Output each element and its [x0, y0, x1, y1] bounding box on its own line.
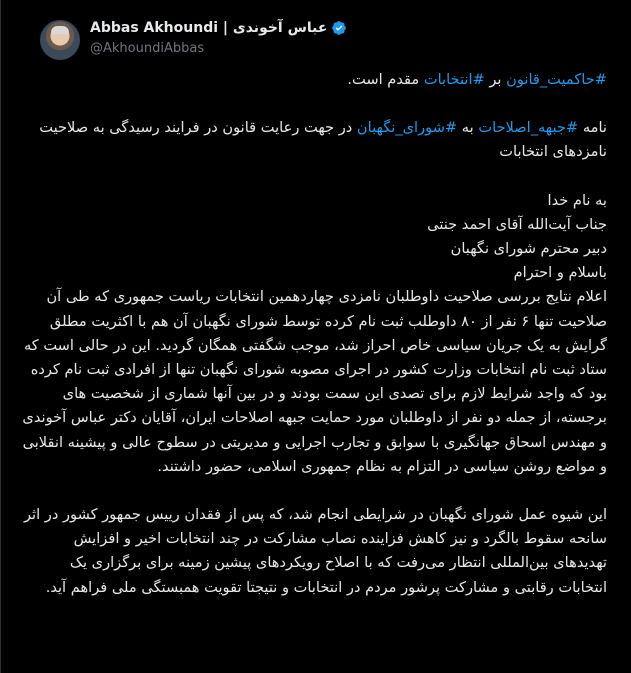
body-paragraph-2: این شیوه عمل شورای نگهبان در شرایطی انجام شد، که پس از فقدان رییس جمهور کشور در اثر سانحه سقوط بالگرد و نیز کاهش فزاینده نصاب مشارکت در چند انتخابات اخیر و افزایش تهدیدهای بین‌المللی انتظار می‌رفت که با اصلاح رویکردهای پیشین زمینه برای برگزاری یک انتخابات رقابتی و مشارکت پرشور مردم در انتخابات و نتیجتا تقویت همبستگی ملی فراهم آید.	[24, 506, 607, 596]
hashtag-link[interactable]: #حاکمیت_قانون	[506, 71, 607, 88]
post-paragraph-2	[20, 116, 607, 164]
hashtag-link[interactable]: #انتخابات	[423, 71, 485, 88]
letter-line: به نام خدا	[547, 191, 607, 209]
text-span: بر	[484, 71, 507, 88]
display-name-row	[90, 18, 347, 38]
post-line-1	[20, 68, 607, 92]
avatar[interactable]	[40, 20, 80, 60]
post-header	[40, 14, 600, 64]
text-span: در جهت رعایت قانون در فرایند رسیدگی به صلاحیت نامزدهای انتخابات	[39, 119, 607, 161]
post-text	[20, 68, 607, 600]
display-name[interactable]: Abbas Akhoundi | عباس آخوندی	[90, 20, 328, 36]
verified-badge-icon	[331, 20, 347, 36]
hashtag-link[interactable]: #جبهه_اصلاحات	[478, 119, 579, 137]
left-divider	[0, 0, 1, 673]
text-span: به	[457, 119, 479, 137]
text-span: نامه	[578, 119, 607, 137]
author-names	[90, 18, 347, 56]
text-span: مقدم است.	[347, 71, 424, 88]
letter-line: باسلام و احترام	[513, 264, 607, 282]
hashtag-link[interactable]: #شورای_نگهبان	[356, 119, 458, 137]
letter-line: جناب آیت‌الله آقای احمد جنتی	[427, 215, 607, 233]
body-paragraph-1: اعلام نتایج بررسی صلاحیت داوطلبان نامزدی چهاردهمین انتخابات ریاست جمهوری که طی آن صلاحیت تنها ۶ نفر از ۸۰ داوطلب ثبت نام کرده توسط شورای نگهبان آن هم با اکثریت مطلق گرایش به یک جریان سیاسی خاص احراز شد، موجب شگفتی همگان گردید. این در حالی است که ستاد ثبت نام انتخابات وزارت کشور در اجرای مصوبه شورای نگهبان تنها از افرادی ثبت نام کرده بود که واجد شرایط لازم برای تصدی این سمت بودند و در بین آنها شماری از شخصیت های برجسته، از جمله دو نفر از داوطلبان مورد حمایت جبهه اصلاحات ایران، آقایان دکتر عباس آخوندی و مهندس اسحاق جهانگیری با سوابق و تجارب اجرایی و مدیریتی در سطوح عالی و پیشینه انقلابی و مواضع روشن سیاسی در التزام به نظام جمهوری اسلامی، حضور داشتند.	[22, 288, 607, 475]
letter-line: دبیر محترم شورای نگهبان	[450, 240, 607, 258]
handle[interactable]: @AkhoundiAbbas	[90, 41, 205, 56]
